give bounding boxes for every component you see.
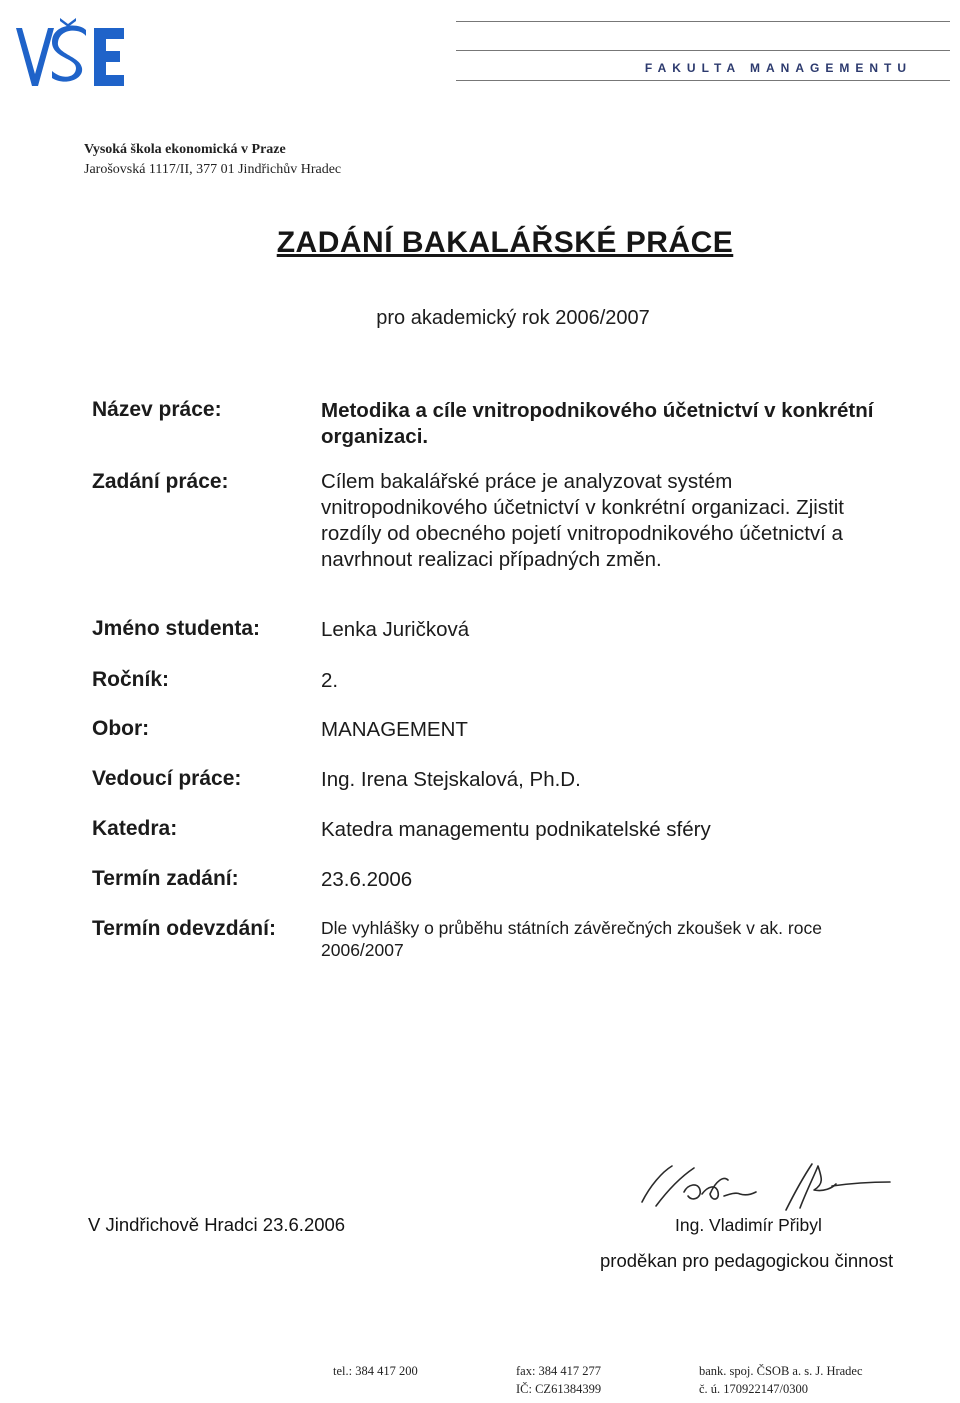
assignment-value <box>321 469 941 573</box>
supervisor-label: Vedoucí práce: <box>92 767 242 790</box>
school-address: Jarošovská 1117/II, 377 01 Jindřichův Hradec <box>84 162 342 177</box>
assignment-line-4: navrhnout realizaci případných změn. <box>321 548 662 571</box>
student-label: Jméno studenta: <box>92 617 261 640</box>
footer-bank: bank. spoj. ČSOB a. s. J. Hradec <box>699 1364 863 1378</box>
footer-fax: fax: 384 417 277 <box>516 1364 602 1378</box>
footer-tel: tel.: 384 417 200 <box>333 1364 418 1378</box>
signer-name: Ing. Vladimír Přibyl <box>675 1215 822 1235</box>
school-info <box>84 140 341 180</box>
footer-bank-block <box>699 1362 863 1398</box>
header-rule-1 <box>456 21 950 22</box>
document-title: ZADÁNÍ BAKALÁŘSKÉ PRÁCE <box>276 226 734 259</box>
title-value-line-2: organizaci. <box>321 425 429 448</box>
submit-value-line-2: 2006/2007 <box>321 940 404 960</box>
field-label: Obor: <box>92 717 150 740</box>
footer-account: č. ú. 170922147/0300 <box>699 1382 809 1396</box>
header-rule-3 <box>456 80 950 81</box>
school-name: Vysoká škola ekonomická v Praze <box>84 142 286 157</box>
assignment-line-2: vnitropodnikového účetnictví v konkrétní organizaci. Zjistit <box>321 496 845 519</box>
vse-logo <box>14 16 126 90</box>
field-value: MANAGEMENT <box>321 718 468 741</box>
faculty-name: FAKULTA MANAGEMENTU <box>644 61 912 75</box>
student-value: Lenka Juričková <box>321 618 470 641</box>
document-subtitle: pro akademický rok 2006/2007 <box>376 307 650 329</box>
year-value: 2. <box>321 669 339 692</box>
title-label: Název práce: <box>92 398 222 421</box>
assignment-line-1: Cílem bakalářské práce je analyzovat systém <box>321 470 733 493</box>
vse-logo-graphic <box>14 16 126 90</box>
place-date: V Jindřichově Hradci 23.6.2006 <box>88 1214 346 1235</box>
year-label: Ročník: <box>92 668 170 691</box>
assigned-value: 23.6.2006 <box>321 868 413 891</box>
supervisor-value: Ing. Irena Stejskalová, Ph.D. <box>321 768 581 791</box>
footer-ic: IČ: CZ61384399 <box>516 1382 602 1396</box>
department-label: Katedra: <box>92 817 178 840</box>
submit-label: Termín odevzdání: <box>92 917 276 940</box>
assignment-label: Zadání práce: <box>92 470 229 493</box>
title-value <box>321 398 941 450</box>
department-value: Katedra managementu podnikatelské sféry <box>321 818 711 841</box>
submit-value <box>321 917 941 961</box>
title-value-line-1: Metodika a cíle vnitropodnikového účetnictví v konkrétní <box>321 399 874 422</box>
submit-value-line-1: Dle vyhlášky o průběhu státních závěrečných zkoušek v ak. roce <box>321 918 822 938</box>
assignment-line-3: rozdíly od obecného pojetí vnitropodnikového účetnictví a <box>321 522 843 545</box>
footer-fax-block <box>516 1362 601 1398</box>
signer-role: proděkan pro pedagogickou činnost <box>600 1250 894 1271</box>
assigned-label: Termín zadání: <box>92 867 239 890</box>
footer-phone <box>333 1362 418 1380</box>
header-rule-2 <box>456 50 950 51</box>
